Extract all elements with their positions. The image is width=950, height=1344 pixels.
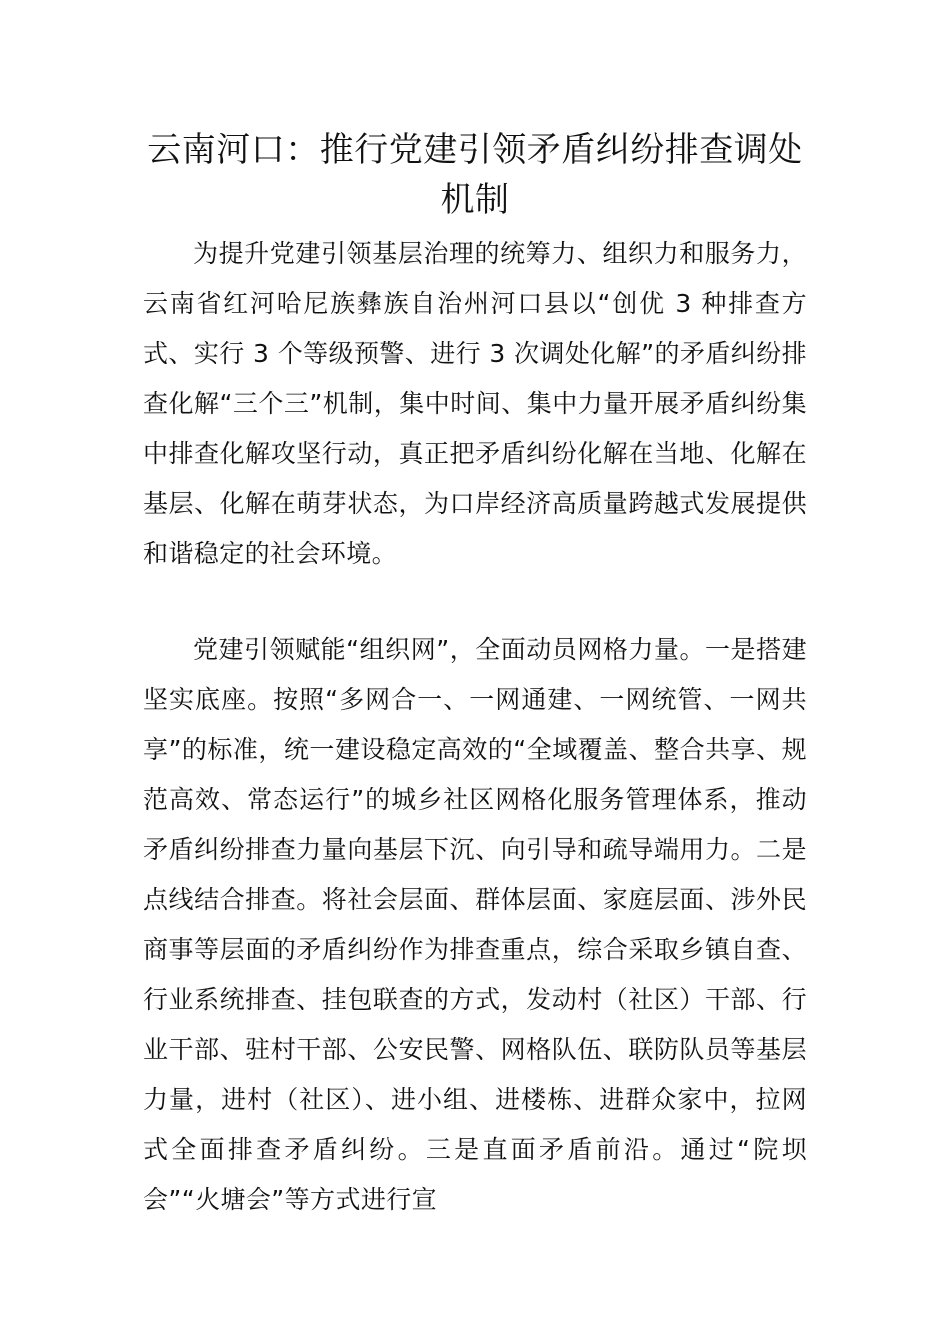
paragraph-intro: 为提升党建引领基层治理的统筹力、组织力和服务力，云南省红河哈尼族彝族自治州河口县以“创优 3 种排查方式、实行 3 个等级预警、进行 3 次调处化解”的矛盾纠纷排查化解“三个三”机制，集中时间、集中力量开展矛盾纠纷集中排查化解攻坚行动，真正把矛盾纠纷化解在当地、化解在基层、化解在萌芽状态，为口岸经济高质量跨越式发展提供和谐稳定的社会环境。 [143, 239, 807, 568]
document-title: 云南河口：推行党建引领矛盾纠纷排查调处机制 [147, 130, 803, 220]
paragraph-organization-network: 党建引领赋能“组织网”，全面动员网格力量。一是搭建坚实底座。按照“多网合一、一网通建、一网统管、一网共享”的标准，统一建设稳定高效的“全域覆盖、整合共享、规范高效、常态运行”的城乡社区网格化服务管理体系，推动矛盾纠纷排查力量向基层下沉、向引导和疏导端用力。二是点线结合排查。将社会层面、群体层面、家庭层面、涉外民商事等层面的矛盾纠纷作为排查重点，综合采取乡镇自查、行业系统排查、挂包联查的方式，发动村（社区）干部、行业干部、驻村干部、公安民警、网格队伍、联防队员等基层力量，进村（社区）、进小组、进楼栋、进群众家中，拉网式全面排查矛盾纠纷。三是直面矛盾前沿。通过“院坝会”“火塘会”等方式进行宣 [143, 635, 807, 1214]
